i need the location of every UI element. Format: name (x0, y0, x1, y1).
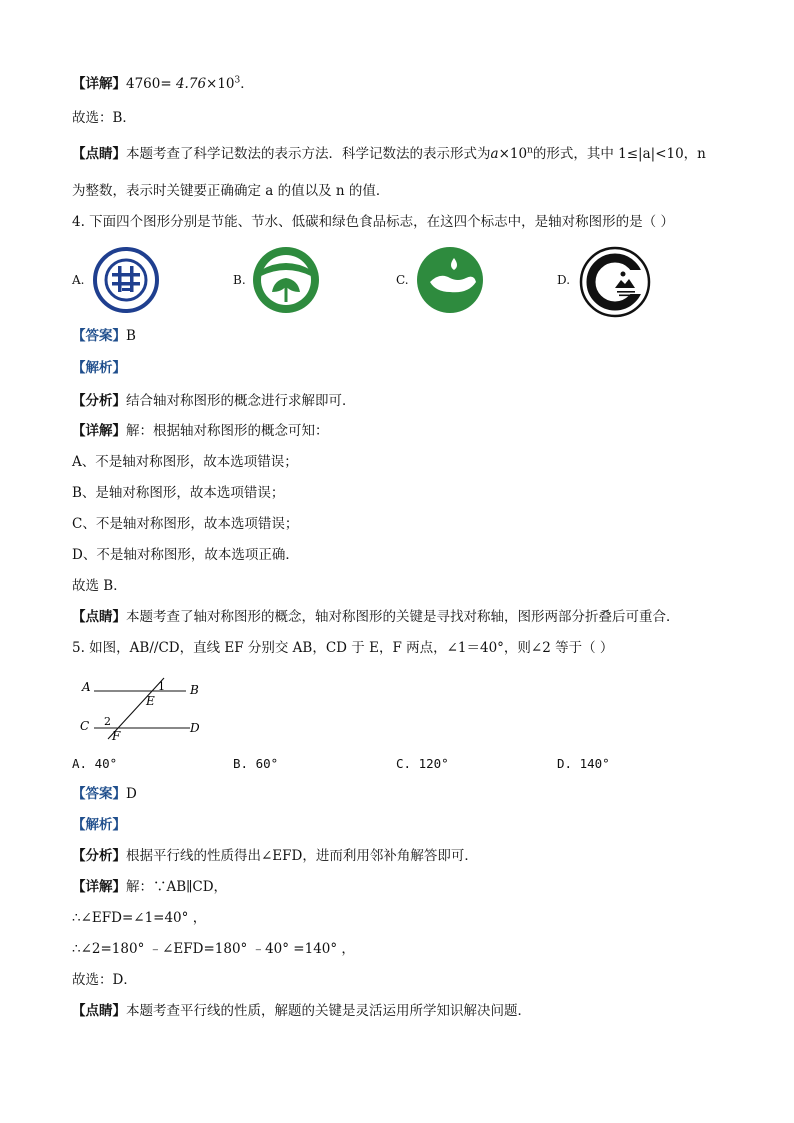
q4-line-a: A、不是轴对称图形，故本选项错误； (72, 454, 298, 470)
q4-option-c-label: C. (396, 273, 409, 287)
q5-option-c: C. 120° (396, 756, 449, 771)
green-food-logo-icon (579, 246, 651, 318)
q5-step2: ∴∠2=180° ﹣∠EFD=180° ﹣40° =140° ， (72, 941, 355, 957)
q4-line-c: C、不是轴对称图形，故本选项错误； (72, 516, 299, 532)
q4-line-d: D、不是轴对称图形，故本选项正确． (72, 547, 299, 563)
low-carbon-logo-icon (416, 246, 484, 314)
q5-analysis-tag: 【解析】 (72, 817, 126, 833)
label-c: C (80, 719, 90, 733)
q4-option-b-label: B. (233, 273, 246, 287)
label-angle-2: 2 (104, 715, 111, 728)
q4-comment: 【点睛】本题考查了轴对称图形的概念，轴对称图形的关键是寻找对称轴，图形两部分折叠后可重合． (72, 609, 680, 625)
q5-choose: 故选：D． (72, 972, 137, 988)
label-e: E (146, 694, 155, 708)
q5-detail: 【详解】解：∵AB∥CD， (72, 879, 228, 895)
comment-line-q3-cont: 为整数，表示时关键要正确确定 a 的值以及 n 的值． (72, 183, 390, 199)
comment-line-q3: 【点睛】本题考查了科学记数法的表示方法．科学记数法的表示形式为$a\times 10^n$的形式，其中 1≤|a|<10，n (72, 145, 706, 162)
q5-answer: 【答案】D (72, 786, 137, 802)
q4-analysis-tag: 【解析】 (72, 360, 126, 376)
label-d: D (190, 721, 200, 735)
question-5-stem: 5. 如图，AB//CD，直线 EF 分别交 AB，CD 于 E，F 两点，∠1＝40°，则∠2 等于（ ） (72, 640, 614, 656)
q5-comment: 【点睛】本题考查平行线的性质，解题的关键是灵活运用所学知识解决问题． (72, 1003, 531, 1019)
label-a: A (82, 680, 91, 694)
energy-saving-logo-icon (92, 246, 160, 314)
q4-option-a-label: A. (72, 273, 85, 287)
q4-answer: 【答案】B (72, 328, 136, 344)
label-b: B (190, 683, 199, 697)
q4-line-b: B、是轴对称图形，故本选项错误； (72, 485, 285, 501)
label-angle-1: 1 (158, 680, 165, 693)
q5-option-d: D. 140° (557, 756, 610, 771)
q5-step1: ∴∠EFD=∠1=40° ， (72, 910, 207, 926)
q4-fenxi: 【分析】结合轴对称图形的概念进行求解即可． (72, 393, 356, 409)
label-f: F (112, 729, 121, 743)
question-4-stem: 4. 下面四个图形分别是节能、节水、低碳和绿色食品标志，在这四个标志中，是轴对称图形的是（ ） (72, 214, 674, 230)
q4-detail: 【详解】解：根据轴对称图形的概念可知： (72, 423, 329, 439)
q5-option-a: A. 40° (72, 756, 118, 771)
water-saving-logo-icon (252, 246, 320, 314)
parallel-lines-figure (72, 672, 212, 744)
q4-option-d-label: D. (557, 273, 571, 287)
q5-option-b: B. 60° (233, 756, 279, 771)
q4-choose: 故选 B． (72, 578, 127, 594)
detail-line-q3: 【详解】$4760= 4.76\times 10^3$． (72, 75, 254, 92)
q5-fenxi: 【分析】根据平行线的性质得出∠EFD，进而利用邻补角解答即可． (72, 848, 478, 864)
detail-tag: 【详解】 (72, 76, 126, 92)
choose-line-q3: 故选：B． (72, 110, 136, 126)
